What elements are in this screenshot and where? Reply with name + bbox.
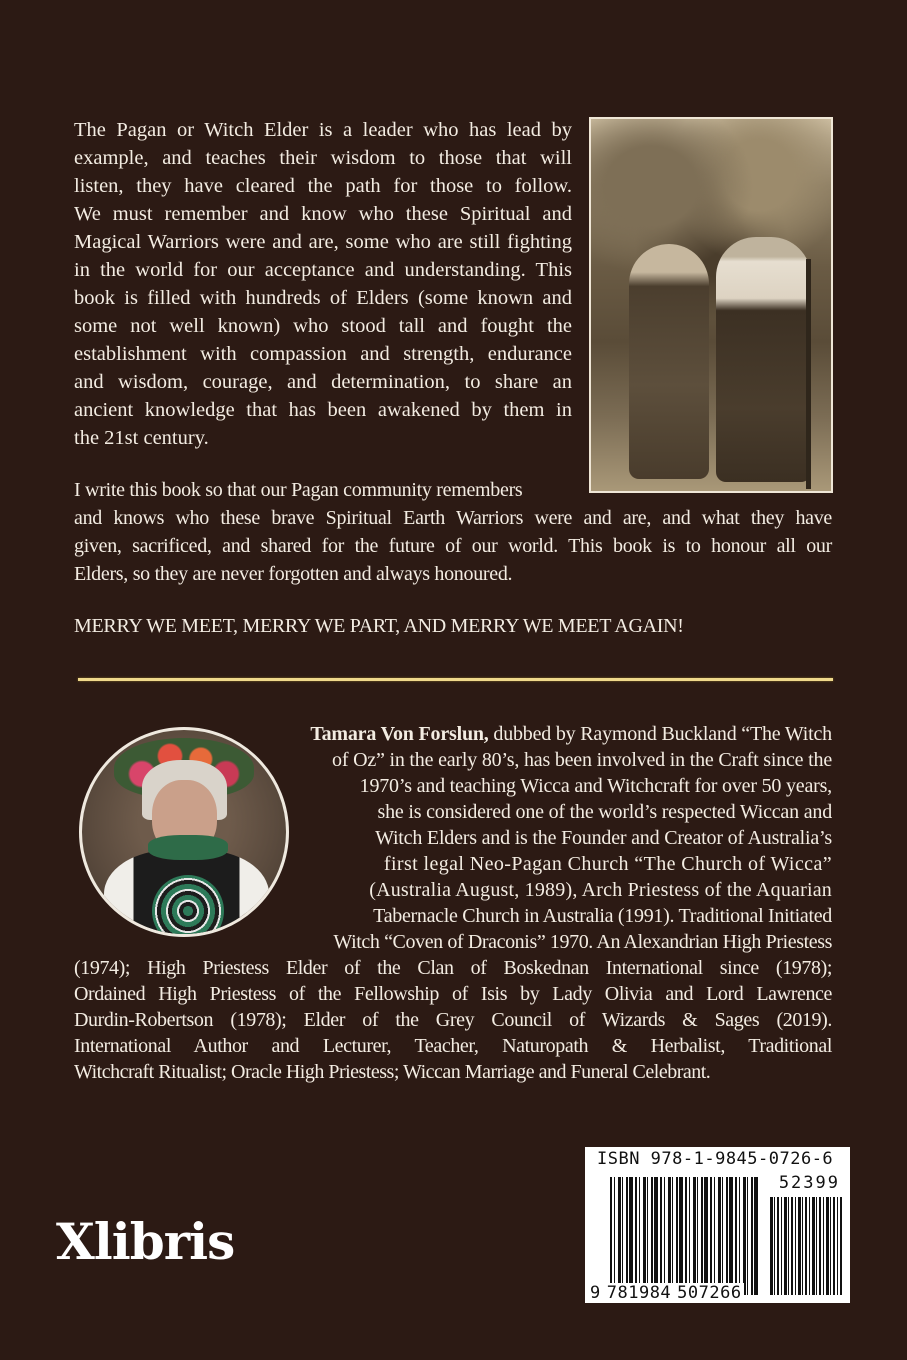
bio-line: first legal Neo-Pagan Church “The Church of Wicca” bbox=[383, 853, 832, 875]
barcode-bars bbox=[610, 1177, 760, 1295]
bio-line: she is considered one of the world’s respected Wiccan and bbox=[377, 801, 832, 823]
closing-line: MERRY WE MEET, MERRY WE PART, AND MERRY WE MEET AGAIN! bbox=[74, 615, 684, 637]
blurb-line: some not well known) who stood tall and fought the bbox=[74, 315, 572, 337]
barcode-right-digits: 507266 bbox=[677, 1283, 742, 1303]
bio-line: Ordained High Priestess of the Fellowship of Isis by Lady Olivia and Lord Lawrence bbox=[74, 983, 832, 1005]
photo-figure-woman bbox=[629, 244, 709, 479]
blurb-line: establishment with compassion and strength, endurance bbox=[74, 343, 572, 365]
blurb-line: Magical Warriors were and are, some who are still fighting bbox=[74, 231, 572, 253]
barcode-prefix-digit: 9 bbox=[590, 1283, 601, 1303]
hekate-wheel-emblem bbox=[152, 875, 224, 937]
price-code: 52399 bbox=[778, 1173, 840, 1193]
publisher-logo: Xlibris bbox=[56, 1212, 235, 1271]
blurb-line: in the world for our acceptance and understanding. This bbox=[74, 259, 572, 281]
bio-line: 1970’s and teaching Wicca and Witchcraft for over 50 years, bbox=[359, 775, 832, 797]
blurb-line: We must remember and know who these Spiritual and bbox=[74, 203, 572, 225]
bio-line: Witch “Coven of Draconis” 1970. An Alexandrian High Priestess bbox=[333, 931, 832, 953]
bio-line: (Australia August, 1989), Arch Priestess of the Aquarian bbox=[369, 879, 832, 901]
blurb-line: listen, they have cleared the path for those to follow. bbox=[74, 175, 572, 197]
bio-line: Durdin-Robertson (1978); Elder of the Grey Council of Wizards & Sages (2019). bbox=[74, 1009, 832, 1031]
bio-text: dubbed by Raymond Buckland “The Witch bbox=[488, 723, 832, 745]
portrait-scarf bbox=[148, 835, 228, 860]
barcode-digits bbox=[588, 1283, 744, 1303]
blurb-line: example, and teaches their wisdom to those that will bbox=[74, 147, 572, 169]
gold-divider bbox=[78, 678, 833, 681]
bio-line: International Author and Lecturer, Teacher, Naturopath & Herbalist, Traditional bbox=[74, 1035, 832, 1057]
bio-line: Witch Elders and is the Founder and Creator of Australia’s bbox=[375, 827, 832, 849]
photo-figure-elder bbox=[716, 237, 811, 482]
blurb-line: book is filled with hundreds of Elders (some known and bbox=[74, 287, 572, 309]
barcode-left-digits: 781984 bbox=[606, 1283, 672, 1303]
barcode-addon-bars bbox=[770, 1197, 842, 1295]
isbn-label: ISBN 978-1-9845-0726-6 bbox=[597, 1149, 834, 1169]
blurb-line: The Pagan or Witch Elder is a leader who has lead by bbox=[74, 119, 572, 141]
blurb-line: ancient knowledge that has been awakened by them in bbox=[74, 399, 572, 421]
isbn-barcode bbox=[585, 1147, 850, 1303]
bio-line: Witchcraft Ritualist; Oracle High Priestess; Wiccan Marriage and Funeral Celebrant. bbox=[74, 1061, 711, 1083]
blurb-line: the 21st century. bbox=[74, 427, 209, 449]
photo-staff bbox=[806, 259, 811, 489]
bio-line: of Oz” in the early 80’s, has been involved in the Craft since the bbox=[332, 749, 832, 771]
bio-line: (1974); High Priestess Elder of the Clan of Boskednan International since (1978); bbox=[74, 957, 832, 979]
author-name: Tamara Von Forslun, bbox=[310, 723, 489, 745]
blurb-line: I write this book so that our Pagan community remembers bbox=[74, 479, 523, 501]
author-portrait bbox=[79, 727, 289, 937]
bio-first-line bbox=[267, 721, 832, 747]
blurb-line: and knows who these brave Spiritual Earth Warriors were and are, and what they have bbox=[74, 507, 832, 529]
blurb-line: and wisdom, courage, and determination, to share an bbox=[74, 371, 572, 393]
bio-line: Tabernacle Church in Australia (1991). Traditional Initiated bbox=[373, 905, 832, 927]
blurb-line: given, sacrificed, and shared for the future of our world. This book is to honour all our bbox=[74, 535, 832, 557]
blurb-line: Elders, so they are never forgotten and always honoured. bbox=[74, 563, 513, 585]
cover-photo bbox=[589, 117, 833, 493]
